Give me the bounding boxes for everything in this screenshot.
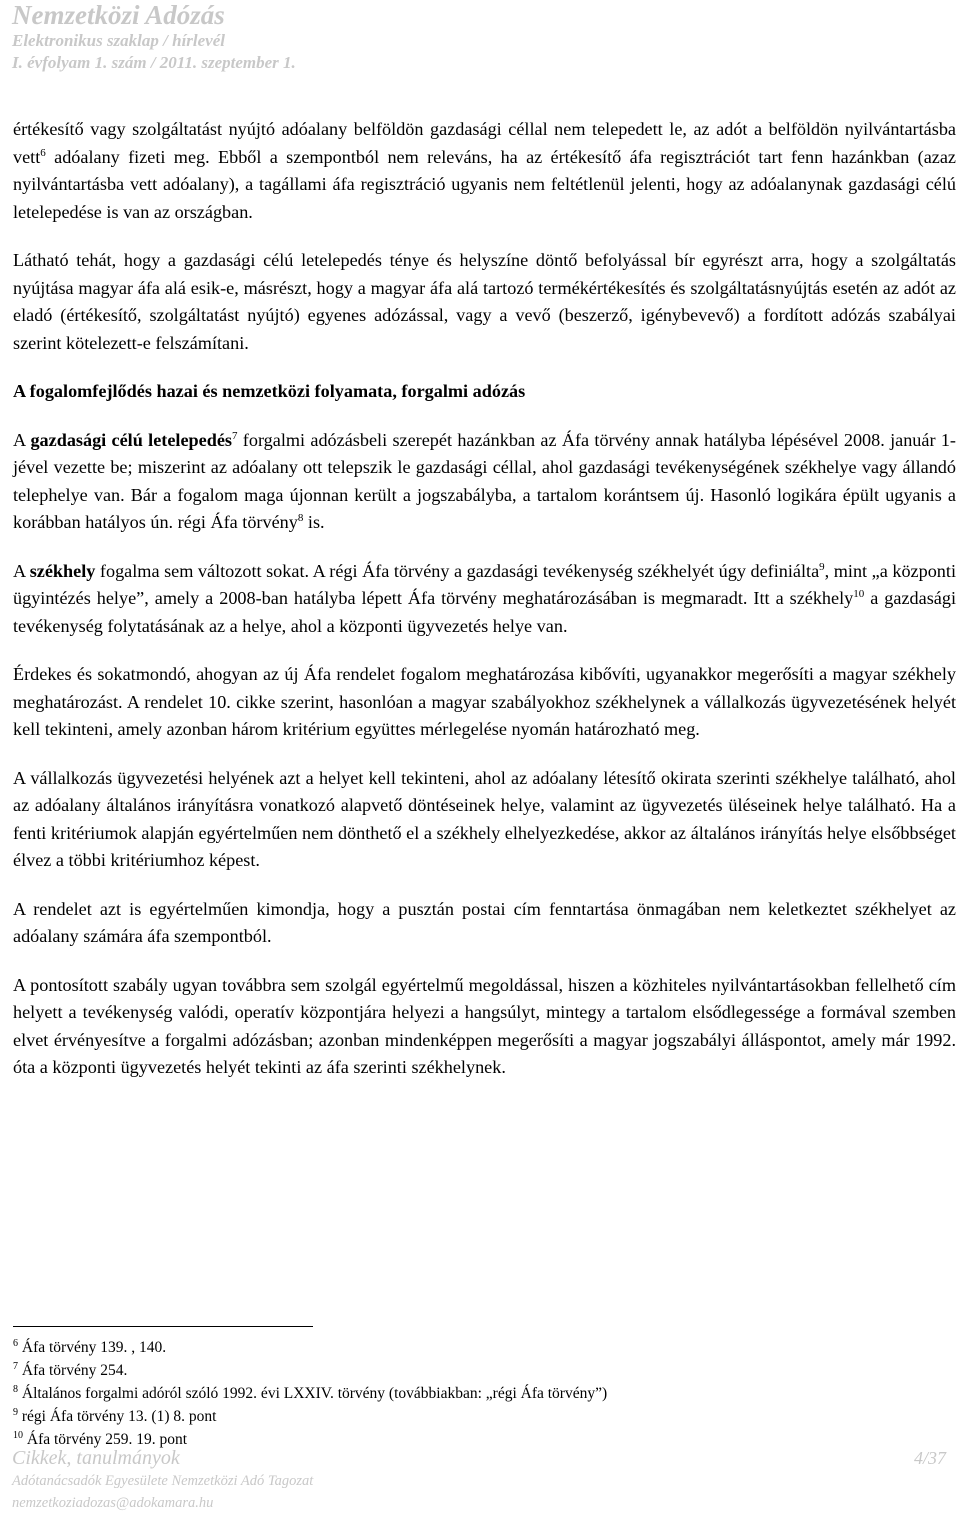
paragraph-8: A pontosított szabály ugyan továbbra sem szolgál egyértelmű megoldással, hiszen a közhiteles nyilvántartásokban fellelhető cím helyett a tevékenység valódi, operatív központjára helyezi a hangsúlyt, mintegy a tartalom elsődlegessége a formával szemben elvet érvényesítve a forgalmi adózásban; azonban mindenképpen megerősíti a magyar jogszabályi álláspontot, amely már 1992. óta a központi ügyvezetés helyét tekinti az áfa szerinti székhelynek. (13, 974, 956, 1077)
footnote-ref-6[interactable]: 6 (40, 146, 46, 159)
footnote-ref-7[interactable]: 7 (231, 429, 238, 442)
publication-subtitle: Elektronikus szaklap / hírlevél (12, 31, 225, 50)
footnote-6: $^6$ Áfa törvény 139. , 140. (13, 1337, 167, 1356)
page-number: 4/37 (913, 1448, 946, 1468)
footnote-8: $^8$ Általános forgalmi adóról szóló 1992. évi LXXIV. törvény (továbbiakban: „régi Áfa törvény”) (13, 1383, 608, 1402)
organization-name: Adótanácsadók Egyesülete Nemzetközi Adó Tagozat (12, 1473, 314, 1489)
footnote-10: $^{10}$ Áfa törvény 259. 19. pont (13, 1429, 188, 1448)
footnote-separator (13, 1326, 313, 1327)
paragraph-5: Érdekes és sokatmondó, ahogyan az új Áfa rendelet fogalom meghatározása kibővíti, ugyanakkor megerősíti a magyar székhely meghatározást. A rendelet 10. cikke szerint, hasonlóan a magyar szabályokhoz székhelynek a vállalkozás ügyvezetésének helyét kell tekinteni, amely azonban három kritérium együttes mérlegelése nyomán határozható meg. (13, 664, 956, 739)
footnote-7: $^7$ Áfa törvény 254. (13, 1360, 128, 1379)
paragraph-6: A vállalkozás ügyvezetési helyének azt a helyet kell tekinteni, ahol az adóalany létesítő okirata szerinti székhelye található, ahol az adóalany általános irányításra vonatkozó alapvető döntéseinek helye, valamint az ügyvezetés üléseinek helye található. Ha a fenti kritériumok alapján egyértelműen nem dönthető el a székhely elhelyezkedése, akkor az általános irányítás helye elsőbbséget élvez a többi kritériumhoz képest. (13, 767, 956, 870)
paragraph-4: A székhely fogalma sem változott sokat. A régi Áfa törvény a gazdasági tevékenység székhelyét úgy definiálta$^9$, mint „a központi ügyintézés helye”, amely a 2008-ban hatályba lépett Áfa törvény meghatározásában is megmaradt. Itt a székhely$^{10}$ a gazdasági tevékenység folytatásának az a helye, ahol a központi ügyvezetés helye van. (13, 560, 956, 636)
article-body (13, 116, 956, 1103)
paragraph-2: Látható tehát, hogy a gazdasági célú letelepedés ténye és helyszíne döntő befolyással bír egyrészt arra, hogy a szolgáltatás nyújtása magyar áfa alá esik-e, másrészt, hogy a magyar áfa alá tartozó termékértékesítés és szolgáltatásnyújtás esetén az adót az eladó (értékesítő, szolgáltatást nyújtó) egyenes adózással, vagy a vevő (beszerző, igénybevevő) a fordított adózás szabályai szerint kötelezett-e felszámítani. (13, 250, 956, 353)
paragraph-7: A rendelet azt is egyértelműen kimondja, hogy a pusztán postai cím fenntartása önmagában nem keletkeztet székhelyet az adóalany számára áfa szempontból. (13, 898, 956, 946)
paragraph-1: értékesítő vagy szolgáltatást nyújtó adóalany belföldön gazdasági céllal nem telepedett le, az adót a belföldön nyilvántartásba vett$^6$ adóalany fizeti meg. Ebből a szempontból nem releváns, ha az értékesítő áfa regisztrációt tart fenn hazánkban (azaz nyilvántartásba vett adóalany), a tagállami áfa regisztráció ugyanis nem feltétlenül jelenti, hogy az adóalanynak gazdasági célú letelepedése is van az országban. (13, 119, 956, 222)
footnote-ref-10[interactable]: 10 (853, 587, 865, 600)
section-heading: A fogalomfejlődés hazai és nemzetközi folyamata, forgalmi adózás (13, 381, 526, 401)
publication-issue: I. évfolyam 1. szám / 2011. szeptember 1. (12, 53, 296, 72)
contact-email-link[interactable]: nemzetkoziadozas@adokamara.hu (12, 1495, 214, 1511)
footnote-ref-8[interactable]: 8 (297, 511, 304, 524)
paragraph-3: A gazdasági célú letelepedés$^7$ forgalmi adózásbeli szerepét hazánkban az Áfa törvény annak hatályba lépésével 2008. január 1-jével vezette be; miszerint az adóalany ott telepszik le gazdasági céllal, ahol gazdasági tevékenységének székhelye vagy állandó telephelye van. Bár a fogalom maga újonnan került a jogszabályba, a tartalom korántsem új. Hasonló logikára épült ugyanis a korábban hatályos ún. régi Áfa törvény$^8$ is. (13, 429, 956, 532)
footnotes (13, 1336, 607, 1451)
section-name: Cikkek, tanulmányok (12, 1447, 180, 1469)
footnote-9: $^9$ régi Áfa törvény 13. (1) 8. pont (13, 1406, 217, 1425)
footnote-ref-9[interactable]: 9 (819, 560, 825, 573)
publication-title: Nemzetközi Adózás (12, 0, 225, 30)
page-header (12, 0, 296, 74)
page-footer (12, 1446, 952, 1514)
